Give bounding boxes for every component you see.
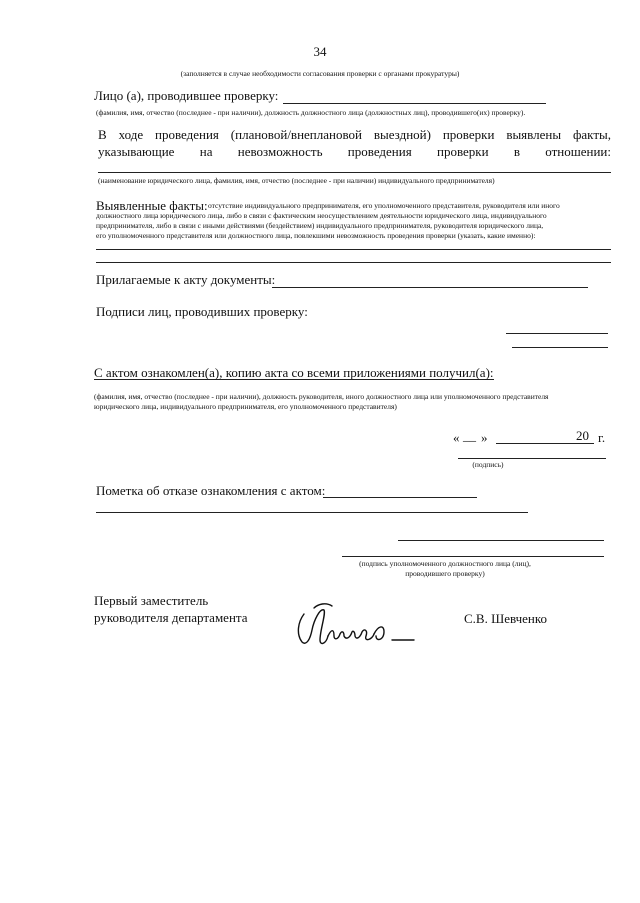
acknowledgment-caption-1: (фамилия, имя, отчество (последнее - при наличии), должность руководителя, иного должностного лица или уполномоченного представителя bbox=[94, 392, 549, 401]
findings-line-1 bbox=[96, 249, 611, 250]
prosecutor-note: (заполняется в случае необходимости согласования проверки с органами прокуратуры) bbox=[180, 69, 460, 78]
official-signature-caption-2: проводившего проверку) bbox=[405, 569, 485, 578]
inspector-line bbox=[283, 103, 546, 104]
acknowledgment-line bbox=[94, 379, 494, 380]
inspector-signature-line-1 bbox=[506, 333, 608, 334]
refusal-label: Пометка об отказе ознакомления с актом: bbox=[96, 483, 326, 498]
impossibility-line bbox=[98, 172, 611, 173]
date-year: 20 bbox=[576, 428, 589, 443]
handwritten-signature bbox=[290, 600, 420, 650]
impossibility-caption: (наименование юридического лица, фамилия, имя, отчество (последнее - при наличии) индивидуального предпринимателя) bbox=[98, 176, 495, 185]
signatory-title-1: Первый заместитель bbox=[94, 593, 209, 608]
date-day: __ bbox=[463, 428, 476, 443]
refusal-line-1 bbox=[323, 497, 477, 498]
acknowledgment-signature-line bbox=[458, 458, 606, 459]
inspector-caption: (фамилия, имя, отчество (последнее - при наличии), должность должностного лица (должностных лиц), проводившего(их) проверку). bbox=[96, 108, 526, 117]
attachments-line bbox=[272, 287, 588, 288]
date-close-quote: » bbox=[481, 430, 488, 445]
impossibility-line-2: указывающие на невозможность проведения проверки в отношении: bbox=[98, 144, 611, 159]
page-number: 34 bbox=[313, 44, 327, 59]
impossibility-line-1: В ходе проведения (плановой/внеплановой выездной) проверки выявлены факты, bbox=[98, 127, 611, 142]
findings-text-4: его уполномоченного представителя или должностного лица, повлекшими невозможность проведения проверки (указать, какие именно): bbox=[96, 231, 536, 240]
findings-text-2: должностного лица юридического лица, либо в связи с фактическим неосуществлением деятельности юридического лица, индивидуального bbox=[96, 211, 547, 220]
refusal-line-2 bbox=[96, 512, 528, 513]
signatures-label: Подписи лиц, проводивших проверку: bbox=[96, 304, 308, 319]
official-signature-caption-1: (подпись уполномоченного должностного лица (лиц), bbox=[359, 559, 531, 568]
attachments-label: Прилагаемые к акту документы: bbox=[96, 272, 276, 287]
signatory-title-2: руководителя департамента bbox=[94, 610, 248, 625]
official-signature-line-2 bbox=[342, 556, 604, 557]
findings-text-3: предпринимателя, либо в связи с иными действиями (бездействием) индивидуального предпринимателя, руководителя юридического лица, bbox=[96, 221, 544, 230]
acknowledgment-signature-caption: (подпись) bbox=[472, 460, 504, 469]
inspector-signature-line-2 bbox=[512, 347, 608, 348]
inspector-label: Лицо (а), проводившее проверку: bbox=[94, 88, 279, 103]
date-open-quote: « bbox=[453, 430, 460, 445]
official-signature-line-1 bbox=[398, 540, 604, 541]
acknowledgment-label: С актом ознакомлен(а), копию акта со всеми приложениями получил(а): bbox=[94, 365, 494, 380]
findings-text-1: отсутствие индивидуального предпринимателя, его уполномоченного представителя, руководителя или иного bbox=[208, 201, 560, 210]
findings-label: Выявленные факты: bbox=[96, 198, 208, 213]
date-year-suffix: г. bbox=[598, 430, 606, 445]
acknowledgment-caption-2: юридического лица, индивидуального предпринимателя, его уполномоченного представителя) bbox=[94, 402, 397, 411]
signatory-name: С.В. Шевченко bbox=[464, 611, 548, 626]
findings-line-2 bbox=[96, 262, 611, 263]
